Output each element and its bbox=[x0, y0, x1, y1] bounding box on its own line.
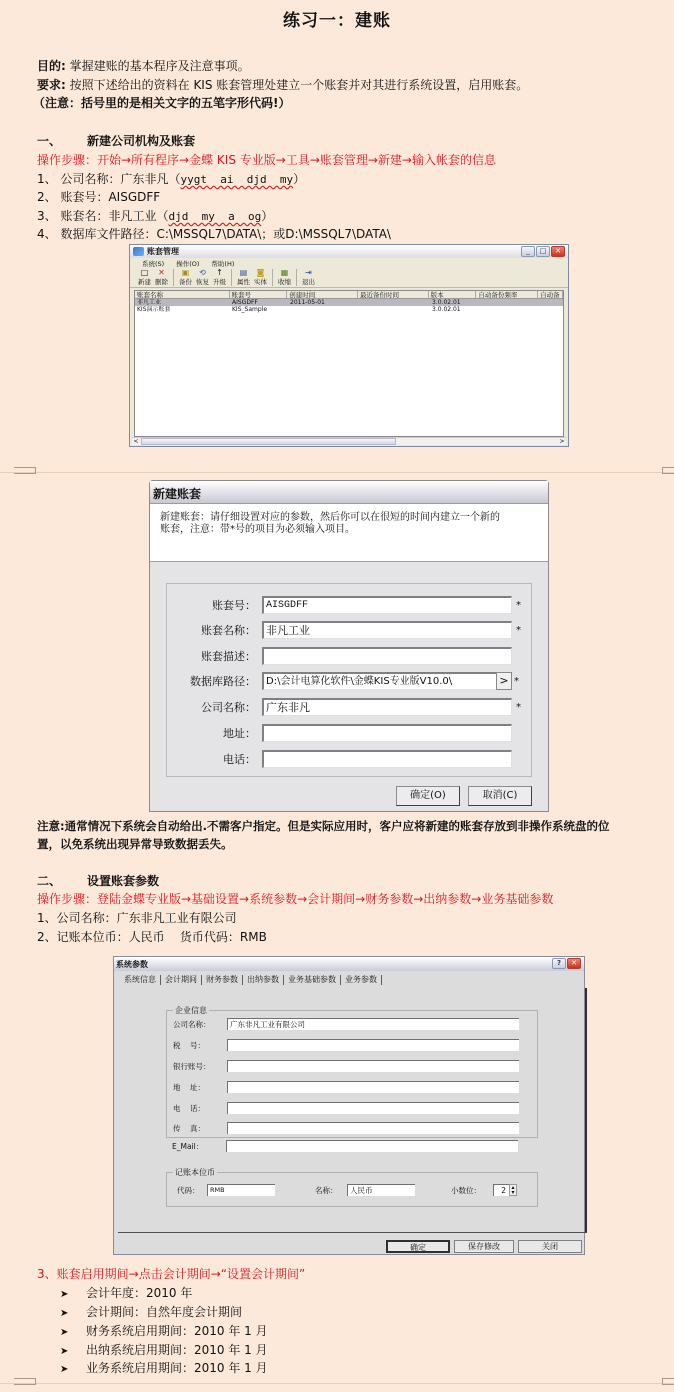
required-mark: * bbox=[516, 599, 521, 611]
exit-icon: ⇥ bbox=[305, 268, 312, 277]
list-item-text: 财务系统启用期间：2010 年 1 月 bbox=[86, 1324, 268, 1338]
toolbar bbox=[130, 268, 568, 288]
tab-business-base-params[interactable]: 业务基础参数 bbox=[284, 975, 341, 985]
required-mark: * bbox=[516, 624, 521, 636]
scrollbar-thumb[interactable] bbox=[141, 438, 396, 445]
maximize-button[interactable]: □ bbox=[536, 246, 550, 257]
restore-icon: ⟲ bbox=[199, 268, 206, 277]
field-label: 公司名称： bbox=[173, 1019, 211, 1029]
wubi-code: djd my a og bbox=[168, 210, 262, 223]
bullet-arrow-icon: ➤ bbox=[60, 1327, 69, 1338]
section1-item-3 bbox=[37, 208, 273, 225]
company-name-input[interactable]: 广东非凡工业有限公司 bbox=[227, 1018, 519, 1030]
note-line-2: 置，以免系统出现异常导致数据丢失。 bbox=[37, 837, 233, 851]
item-label: 账套名：非凡工业（ bbox=[60, 209, 169, 223]
page-title: 练习一：建账 bbox=[283, 11, 391, 31]
table-row[interactable] bbox=[135, 299, 563, 306]
section2-item-1: 1、公司名称：广东非凡工业有限公司 bbox=[37, 911, 237, 925]
minimize-button[interactable]: _ bbox=[521, 246, 535, 257]
list-item-text: 出纳系统启用期间：2010 年 1 月 bbox=[86, 1343, 268, 1357]
menu-help[interactable]: 帮助(H) bbox=[211, 259, 235, 268]
system-params-titlebar[interactable] bbox=[114, 957, 584, 971]
page-corner-mark bbox=[662, 1378, 674, 1385]
toolbar-new-button[interactable] bbox=[136, 268, 153, 286]
column-header[interactable]: 版本 bbox=[429, 291, 477, 298]
help-button[interactable]: ? bbox=[552, 958, 566, 969]
field-bank-account bbox=[167, 1060, 519, 1072]
list-item bbox=[60, 1304, 242, 1322]
toolbar-separator bbox=[296, 269, 297, 286]
field-label: 公司名称： bbox=[201, 701, 256, 714]
item-label: 数据库文件路径：C:\MSSQL7\DATA\；或D:\MSSQL7\DATA\ bbox=[60, 227, 391, 241]
column-header[interactable]: 自动备份频率 bbox=[476, 291, 538, 298]
section1-heading bbox=[37, 133, 195, 149]
account-manager-window bbox=[129, 244, 569, 447]
field-phone bbox=[167, 1102, 519, 1114]
list-item bbox=[60, 1323, 268, 1341]
purpose-text: 掌握建账的基本程序及注意事项。 bbox=[65, 59, 250, 73]
field-label: 账套名称： bbox=[201, 624, 256, 637]
column-header[interactable]: 自动备 bbox=[538, 291, 563, 298]
item-label: 公司名称：广东非凡（ bbox=[60, 172, 181, 186]
phone-input[interactable] bbox=[262, 750, 512, 768]
cell-last-backup bbox=[359, 306, 430, 313]
description-line: 账套，注意：带*号的项目为必须输入项目。 bbox=[160, 524, 355, 535]
item-tail: ） bbox=[293, 172, 306, 186]
fields-group bbox=[166, 583, 532, 777]
table-row[interactable] bbox=[135, 306, 563, 313]
column-header[interactable]: 账套号 bbox=[230, 291, 288, 298]
field-label: 地 址： bbox=[173, 1082, 206, 1092]
section1-number: 一、 bbox=[37, 134, 62, 148]
section1-steps: 操作步骤：开始→所有程序→金蝶 KIS 专业版→工具→账套管理→新建→输入帐套的信息 bbox=[37, 153, 496, 167]
field-label: 账套描述： bbox=[201, 650, 256, 663]
list-item bbox=[60, 1285, 192, 1303]
new-account-dialog bbox=[149, 480, 549, 812]
properties-icon: ▤ bbox=[239, 268, 248, 277]
cell-code: KIS_Sample bbox=[232, 306, 268, 313]
menu-bar bbox=[130, 258, 568, 268]
decimals-spinner[interactable]: ▴ ▾ bbox=[509, 1184, 517, 1196]
group-label: 企业信息 bbox=[175, 1006, 207, 1015]
tool-label: 属性 bbox=[237, 278, 250, 286]
section2-heading bbox=[37, 873, 159, 889]
cell-name: KIS演示账套 bbox=[137, 306, 171, 313]
field-label: 电 话： bbox=[173, 1103, 206, 1113]
base-currency-group bbox=[166, 1168, 538, 1207]
field-address bbox=[167, 1081, 519, 1093]
company-info-group bbox=[166, 1006, 538, 1138]
page-corner-mark bbox=[14, 467, 36, 474]
cell-version: 3.0.02.01 bbox=[432, 306, 461, 313]
field-label: 银行账号： bbox=[173, 1061, 211, 1071]
section2-steps: 操作步骤：登陆金蝶专业版→基础设置→系统参数→会计期间→财务参数→出纳参数→业务基础参数 bbox=[37, 892, 554, 906]
tool-label: 升级 bbox=[213, 278, 226, 286]
section2-title: 设置账套参数 bbox=[87, 874, 160, 888]
list-item-text: 业务系统启用期间：2010 年 1 月 bbox=[86, 1361, 268, 1375]
requirement-text: 按照下述给出的资料在 KIS 账套管理处建立一个账套并对其进行系统设置，启用账套。 bbox=[65, 78, 529, 92]
item-label: 账套号：AISGDFF bbox=[60, 190, 161, 204]
cell-freq bbox=[478, 299, 540, 306]
field-account-code bbox=[167, 596, 521, 614]
field-email bbox=[166, 1140, 518, 1152]
field-label: E_Mail： bbox=[172, 1141, 204, 1151]
item-number: 2、 bbox=[37, 190, 57, 204]
bank-account-input[interactable] bbox=[227, 1060, 519, 1072]
currency-name-label: 名称： bbox=[315, 1185, 338, 1195]
field-label: 税 号： bbox=[173, 1040, 206, 1050]
database-path-input[interactable]: D:\会计电算化软件\金蝶KIS专业版V10.0\ bbox=[262, 672, 498, 690]
column-header[interactable]: 创建时间 bbox=[287, 291, 358, 298]
page-break bbox=[0, 472, 674, 473]
tab-cashier-params[interactable]: 出纳参数 bbox=[243, 975, 284, 985]
tax-number-input[interactable] bbox=[227, 1039, 519, 1051]
dialog-title[interactable]: 新建账套 bbox=[150, 481, 548, 504]
page-break bbox=[0, 1383, 674, 1384]
decimals-label: 小数位： bbox=[451, 1185, 481, 1195]
dialog-description bbox=[150, 504, 548, 562]
fax-input[interactable] bbox=[227, 1122, 519, 1134]
company-name-input[interactable]: 广东非凡 bbox=[262, 698, 512, 716]
section2-number: 二、 bbox=[37, 874, 62, 888]
bullet-arrow-icon: ➤ bbox=[60, 1289, 69, 1300]
requirement-label: 要求: bbox=[37, 78, 66, 92]
tab-bar bbox=[118, 973, 382, 987]
entity-icon: ◙ bbox=[256, 268, 265, 277]
toolbar-separator bbox=[173, 269, 174, 286]
toolbar-entity-button[interactable] bbox=[252, 268, 269, 286]
close-button[interactable]: ✕ bbox=[551, 246, 565, 257]
cell-created: 2011-05-01 bbox=[290, 299, 325, 306]
account-description-input[interactable] bbox=[262, 647, 512, 665]
list-item bbox=[60, 1342, 268, 1360]
tool-label: 删除 bbox=[155, 278, 168, 286]
email-input[interactable] bbox=[226, 1140, 518, 1152]
tab-system-info[interactable]: 系统信息 bbox=[118, 975, 161, 985]
tab-panel bbox=[118, 988, 587, 1233]
field-phone bbox=[167, 750, 512, 768]
field-fax bbox=[167, 1122, 519, 1134]
app-icon bbox=[133, 247, 144, 256]
field-address bbox=[167, 724, 512, 742]
list-item bbox=[60, 1360, 268, 1378]
required-mark: * bbox=[514, 675, 519, 687]
bullet-arrow-icon: ➤ bbox=[60, 1308, 69, 1319]
section2-item-2: 2、记账本位币：人民币 货币代码：RMB bbox=[37, 930, 267, 944]
shrink-icon: ▦ bbox=[280, 268, 289, 277]
required-mark: * bbox=[516, 701, 521, 713]
currency-code-input[interactable]: RMB bbox=[207, 1184, 275, 1196]
section1-item-1 bbox=[37, 171, 305, 188]
column-header[interactable]: 账套名称 bbox=[135, 291, 230, 298]
ok-button[interactable]: 确定(O) bbox=[396, 786, 460, 806]
field-label: 电话： bbox=[223, 753, 256, 766]
menu-system[interactable]: 系统(S) bbox=[142, 259, 165, 268]
note-line-1: 注意:通常情况下系统会自动给出.不需客户指定。但是实际应用时，客户应将新建的账套存放到非操作系统盘的位 bbox=[37, 819, 610, 833]
decimals-input[interactable]: 2 bbox=[493, 1184, 509, 1196]
backup-icon: ▣ bbox=[181, 268, 190, 277]
field-label: 传 真： bbox=[173, 1123, 206, 1133]
toolbar-shrink-button[interactable] bbox=[276, 268, 293, 286]
toolbar-backup-button[interactable] bbox=[177, 268, 194, 286]
toolbar-separator bbox=[231, 269, 232, 286]
toolbar-restore-button[interactable] bbox=[194, 268, 211, 286]
address-input[interactable] bbox=[262, 724, 512, 742]
bullet-arrow-icon: ➤ bbox=[60, 1364, 69, 1375]
field-account-description bbox=[167, 647, 512, 665]
tab-business-params[interactable]: 业务参数 bbox=[341, 975, 382, 985]
account-manager-titlebar[interactable] bbox=[130, 245, 568, 258]
toolbar-upgrade-button[interactable] bbox=[211, 268, 228, 286]
section1-item-4 bbox=[37, 226, 391, 242]
description-line: 新建账套：请仔细设置对应的参数，然后你可以在很短的时间内建立一个新的 bbox=[160, 512, 500, 523]
cell-name: 非凡工业 bbox=[137, 299, 162, 306]
list-item-text: 会计年度：2010 年 bbox=[86, 1286, 193, 1300]
cell-code: AISGDFF bbox=[232, 299, 258, 306]
tab-finance-params[interactable]: 财务参数 bbox=[202, 975, 243, 985]
field-label: 账套号： bbox=[212, 599, 256, 612]
cell-version: 3.0.02.01 bbox=[432, 299, 461, 306]
page-corner-mark bbox=[14, 1378, 36, 1385]
account-list bbox=[134, 290, 564, 437]
toolbar-separator bbox=[272, 269, 273, 286]
cell-last-backup bbox=[359, 299, 430, 306]
item-number: 1、 bbox=[37, 172, 57, 186]
tool-label: 退出 bbox=[302, 278, 315, 286]
section1-item-2 bbox=[37, 189, 160, 205]
field-company-name bbox=[167, 698, 521, 716]
address-input[interactable] bbox=[227, 1081, 519, 1093]
currency-name-input[interactable]: 人民币 bbox=[347, 1184, 415, 1196]
scroll-right-arrow[interactable]: > bbox=[559, 438, 565, 445]
toolbar-exit-button[interactable] bbox=[300, 268, 317, 286]
close-dialog-button[interactable]: 关闭 bbox=[518, 1240, 582, 1253]
close-button[interactable]: ✕ bbox=[567, 958, 581, 969]
currency-row bbox=[167, 1184, 517, 1196]
tool-label: 新建 bbox=[138, 278, 151, 286]
item-tail: ） bbox=[261, 209, 274, 223]
group-label: 记账本位币 bbox=[175, 1168, 215, 1177]
purpose-line bbox=[37, 58, 250, 74]
tool-label: 实体 bbox=[254, 278, 267, 286]
tab-accounting-period[interactable]: 会计期间 bbox=[161, 975, 202, 985]
horizontal-scrollbar[interactable] bbox=[132, 437, 566, 445]
column-header[interactable]: 最近备份时间 bbox=[358, 291, 429, 298]
field-database-path bbox=[167, 672, 519, 690]
field-label: 数据库路径： bbox=[190, 675, 256, 688]
cancel-button[interactable]: 取消(C) bbox=[468, 786, 532, 806]
account-code-input[interactable]: AISGDFF bbox=[262, 596, 512, 614]
delete-icon: ✕ bbox=[158, 268, 165, 277]
list-item-text: 会计期间：自然年度会计期间 bbox=[86, 1305, 243, 1319]
currency-code-label: 代码： bbox=[177, 1185, 200, 1195]
menu-operation[interactable]: 操作(O) bbox=[176, 259, 200, 268]
upgrade-icon: ↑ bbox=[216, 268, 223, 277]
page-corner-mark bbox=[662, 467, 674, 474]
system-params-dialog bbox=[113, 956, 585, 1255]
account-name-input[interactable]: 非凡工业 bbox=[262, 621, 512, 639]
section3-heading: 3、账套启用期间→点击会计期间→“设置会计期间” bbox=[37, 1267, 306, 1281]
toolbar-delete-button[interactable] bbox=[153, 268, 170, 286]
phone-input[interactable] bbox=[227, 1102, 519, 1114]
save-changes-button[interactable]: 保存修改 bbox=[454, 1240, 514, 1253]
purpose-label: 目的: bbox=[37, 59, 66, 73]
field-account-name bbox=[167, 621, 521, 639]
item-number: 3、 bbox=[37, 209, 57, 223]
tool-label: 恢复 bbox=[196, 278, 209, 286]
field-company-name bbox=[167, 1018, 519, 1030]
wubi-note: （注意：括号里的是相关文字的五笔字形代码!） bbox=[33, 96, 291, 110]
account-list-header bbox=[135, 291, 563, 299]
item-number: 4、 bbox=[37, 227, 57, 241]
ok-button[interactable]: 确定 bbox=[386, 1240, 450, 1253]
field-tax-number bbox=[167, 1039, 519, 1051]
tool-label: 备份 bbox=[179, 278, 192, 286]
bullet-arrow-icon: ➤ bbox=[60, 1346, 69, 1357]
cell-freq bbox=[478, 306, 540, 313]
toolbar-properties-button[interactable] bbox=[235, 268, 252, 286]
field-label: 地址： bbox=[223, 727, 256, 740]
cell-created bbox=[288, 306, 359, 313]
browse-button[interactable]: > bbox=[496, 672, 512, 690]
window-title: 账套管理 bbox=[147, 247, 179, 256]
requirement-line bbox=[37, 77, 528, 93]
section1-title: 新建公司机构及账套 bbox=[87, 134, 196, 148]
tool-label: 收缩 bbox=[278, 278, 291, 286]
new-icon: □ bbox=[140, 268, 149, 277]
wubi-code: yygt ai djd my bbox=[180, 173, 294, 186]
scroll-left-arrow[interactable]: < bbox=[133, 438, 139, 445]
dialog-title: 系统参数 bbox=[116, 960, 148, 969]
